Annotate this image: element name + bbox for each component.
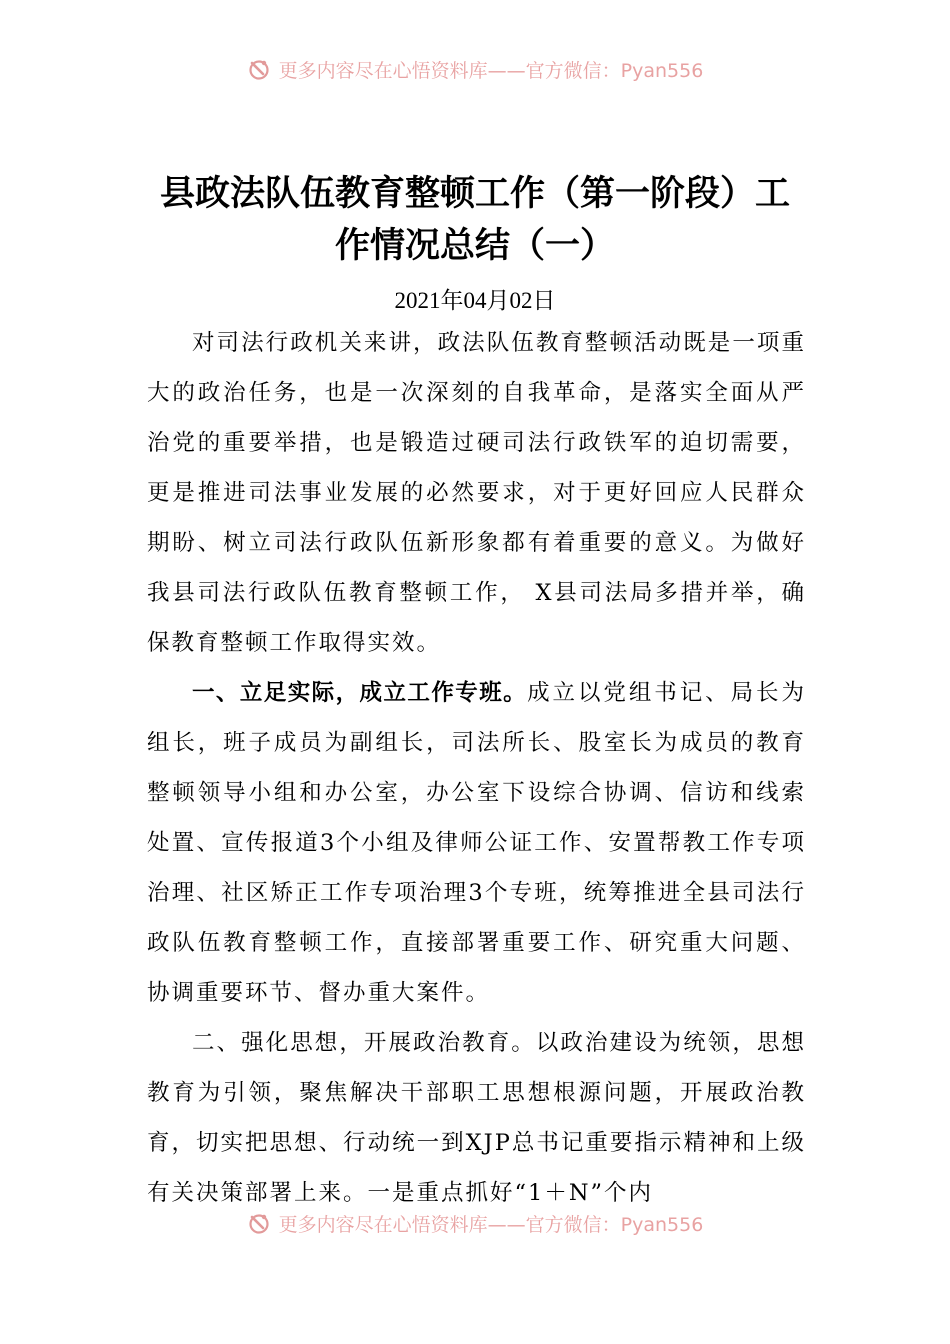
watermark-footer [0,1208,950,1238]
document-date: 2021年04月02日 [394,288,556,313]
section-heading: 一、立足实际，成立工作专班。 [192,680,528,706]
paragraph-section-1 [147,668,806,1018]
brand-logo-icon [247,57,271,81]
paragraph-text: 二、强化思想，开展政治教育。以政治建设为统领，思想教育为引领，聚焦解决干部职工思想根源问题，开展政治教育，切实把思想、行动统一到XJP总书记重要指示精神和上级有关决策部署上来。一是重点抓好“1＋N”个内 [147,1030,806,1206]
brand-logo-icon [247,1211,271,1235]
paragraph-intro [147,318,806,668]
watermark-text: 更多内容尽在心悟资料库——官方微信：Pyan556 [278,1213,704,1236]
paragraph-text: 对司法行政机关来讲，政法队伍教育整顿活动既是一项重大的政治任务，也是一次深刻的自我革命，是落实全面从严治党的重要举措，也是锻造过硬司法行政铁军的迫切需要，更是推进司法事业发展的必然要求，对于更好回应人民群众期盼、树立司法行政队伍新形象都有着重要的意义。为做好我县司法行政队伍教育整顿工作， X县司法局多措并举，确保教育整顿工作取得实效。 [147,330,806,656]
paragraph-section-2 [147,1018,806,1218]
watermark-header [0,54,950,84]
document-body [147,318,806,1218]
paragraph-text: 成立以党组书记、局长为组长，班子成员为副组长，司法所长、股室长为成员的教育整顿领导小组和办公室，办公室下设综合协调、信访和线索处置、宣传报道3个小组及律师公证工作、安置帮教工作专项治理、社区矫正工作专项治理3个专班，统筹推进全县司法行政队伍教育整顿工作，直接部署重要工作、研究重大问题、协调重要环节、督办重大案件。 [147,680,806,1006]
watermark-text: 更多内容尽在心悟资料库——官方微信：Pyan556 [278,59,704,82]
document-title: 县政法队伍教育整顿工作（第一阶段）工作情况总结（一） [159,174,790,266]
